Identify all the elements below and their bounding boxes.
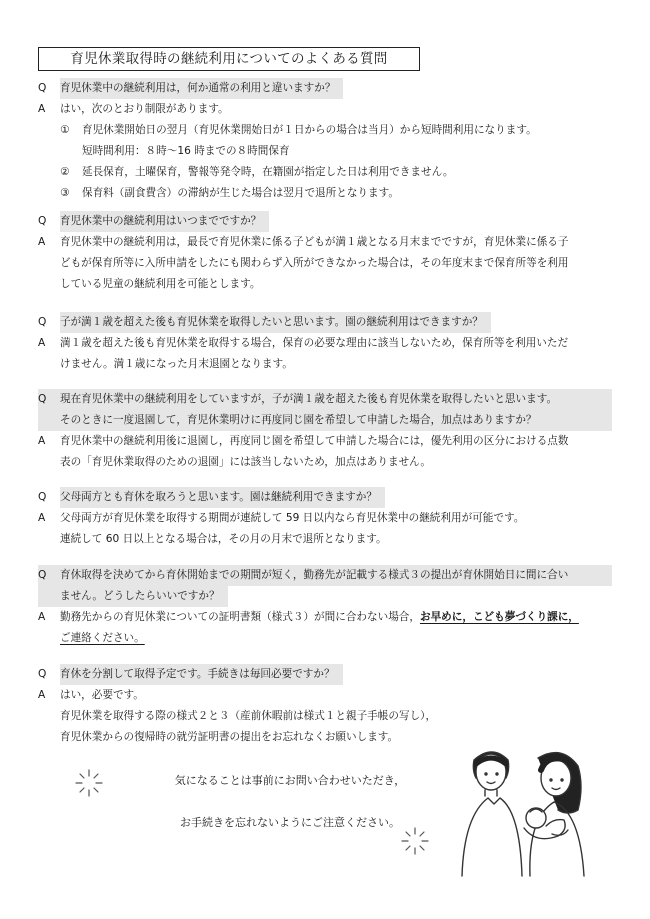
closing-line-2: お手続きを忘れないようにご注意ください。: [180, 816, 400, 829]
answer-row: A 父母両方が育児休業を取得する期間が連続して 59 日以内なら育児休業中の継続利用が可能です。: [38, 512, 525, 524]
qa-block-2: [38, 211, 612, 295]
answer-row: A はい，必要です。: [38, 689, 144, 701]
answer-row: A 育児休業中の継続利用後に退園し，再度同じ園を希望して申請した場合には，優先利用の区分における点数: [38, 435, 569, 447]
qa-block-3: [38, 312, 612, 375]
qa-block-1: [38, 78, 612, 204]
question-text: 現在育児休業中の継続利用をしていますが，子が満１歳を超えた後も育児休業を取得したいと思います。: [60, 393, 558, 405]
answer-item-1: ① 育児休業開始日の翌月（育児休業開始日が１日からの場合は当月）から短時間利用になります。: [60, 124, 537, 136]
answer-line: 育児休業を取得する際の様式２と３（産前休暇前は様式１と親子手帳の写し），: [60, 710, 437, 722]
answer-line: 表の「育児休業取得のための退園」には該当しないため，加点はありません。: [60, 456, 431, 468]
question-row: Q 育休取得を決めてから育休開始までの期間が短く，勤務先が記載する様式３の提出が育休開始日に間に合い: [38, 565, 612, 586]
question-text: 子が満１歳を超えた後も育児休業を取得したいと思います。園の継続利用はできますか？: [60, 312, 491, 333]
question-row: Q 育児休業中の継続利用はいつまでですか？: [38, 211, 612, 232]
question-row: Q 現在育児休業中の継続利用をしていますが，子が満１歳を超えた後も育児休業を取得したいと思います。: [38, 389, 612, 410]
answer-row: A 育児休業中の継続利用は，最長で育児休業に係る子どもが満１歳となる月末までですが，育児休業に係る子: [38, 236, 569, 248]
page-title: 育児休業取得時の継続利用についてのよくある質問: [38, 47, 420, 71]
question-row: [38, 78, 612, 99]
sparkle-icon: [74, 768, 104, 798]
answer-row: [38, 99, 612, 120]
question-text: 父母両方とも育休を取ろうと思います。園は継続利用できますか？: [60, 487, 385, 508]
answer-line: 連続して 60 日以上となる場合は，その月の月末で退所となります。: [60, 533, 387, 545]
question-row: Q 子が満１歳を超えた後も育児休業を取得したいと思います。園の継続利用はできますか？: [38, 312, 612, 333]
answer-line: どもが保育所等に入所申請をしたにも関わらず入所ができなかった場合は，その年度末まで保育所等を利用: [60, 257, 569, 269]
a-mark: A: [38, 103, 46, 115]
question-row: Q 育休を分割して取得予定です。手続きは毎回必要ですか？: [38, 664, 612, 685]
question-row: Q 父母両方とも育休を取ろうと思います。園は継続利用できますか？: [38, 487, 612, 508]
answer-row: A 勤務先からの育児休業についての証明書類（様式３）が間に合わない場合，お早めに，こども夢づくり課に，: [38, 611, 579, 623]
sparkle-icon: [400, 826, 430, 856]
answer-line: している児童の継続利用を可能とします。: [60, 278, 261, 290]
qa-block-7: [38, 664, 612, 748]
answer-text: はい，次のとおり制限があります。: [60, 103, 229, 115]
question-text: 育休を分割して取得予定です。手続きは毎回必要ですか？: [60, 664, 343, 685]
question-row-cont: ません。どうしたらいいですか？: [38, 586, 612, 607]
qa-block-5: [38, 487, 612, 550]
answer-line: 育児休業からの復帰時の就労証明書の提出をお忘れなくお願いします。: [60, 731, 399, 743]
question-text: 育休取得を決めてから育休開始までの期間が短く，勤務先が記載する様式３の提出が育休開始日に間に合い: [60, 569, 569, 581]
qa-block-6: [38, 565, 612, 649]
q-mark: Q: [38, 82, 47, 94]
question-text: 育児休業中の継続利用はいつまでですか？: [60, 211, 269, 232]
qa-block-4: [38, 389, 612, 473]
closing-line-1: 気になることは事前にお問い合わせいただき，: [174, 774, 406, 787]
family-illustration-icon: [452, 738, 602, 878]
answer-item-1-detail: 短時間利用：８時～16 時までの８時間保育: [82, 145, 290, 157]
question-row-cont: そのときに一度退園して，育児休業明けに再度同じ園を希望して申請した場合，加点はありますか？: [38, 410, 612, 431]
answer-line: けません。満１歳になった月末退園となります。: [60, 358, 293, 370]
answer-item-2: ② 延長保育，土曜保育，警報等発令時，在籍園が指定した日は利用できません。: [60, 166, 454, 178]
answer-item-3: ③ 保育料（副食費含）の滞納が生じた場合は翌月で退所となります。: [60, 187, 399, 199]
contact-emphasis: お早めに，こども夢づくり課に，: [419, 611, 579, 623]
answer-row: A 満１歳を超えた後も育児休業を取得する場合，保育の必要な理由に該当しないため，保育所等を利用いただ: [38, 337, 569, 349]
answer-line: ご連絡ください。: [60, 632, 145, 644]
question-text: 育児休業中の継続利用は，何か通常の利用と違いますか？: [60, 78, 343, 99]
